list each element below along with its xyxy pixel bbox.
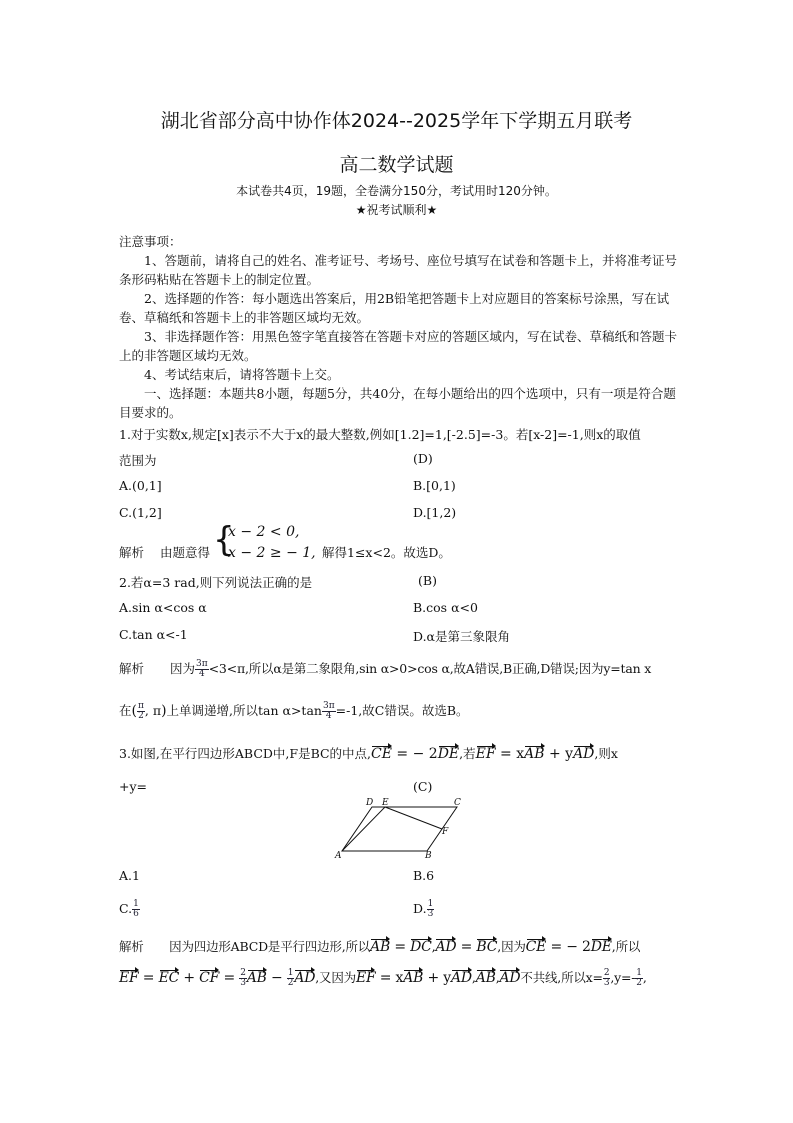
exam-info: 本试卷共4页，19题，全卷满分150分，考试用时120分钟。 xyxy=(236,184,557,198)
label-b: B xyxy=(425,851,432,861)
label-c: C xyxy=(454,798,461,808)
label-d: D xyxy=(366,798,374,808)
fraction-3pi-over-4-b: $\frac{3\pi}{4}$ xyxy=(322,701,335,721)
q3-answer: (C) xyxy=(413,779,433,794)
notice-item-3: 3、非选择题作答：用黑色签字笔直接答在答题卡对应的答题区域内，写在试卷、草稿纸和答题卡上的非答题区域均无效。 xyxy=(119,329,677,363)
vector-ad: AD xyxy=(573,746,595,762)
subject-title: 高二数学试题 xyxy=(339,154,454,176)
q1-option-a: A.(0,1] xyxy=(119,478,162,493)
q2-solution-label: 解析 xyxy=(119,661,145,676)
parallelogram-figure xyxy=(330,796,470,862)
fraction-3pi-over-4: $\frac{3\pi}{4}$ xyxy=(196,659,208,679)
q3-stem-b: ,若 xyxy=(459,746,476,761)
exam-wish: ★祝考试顺利★ xyxy=(355,203,438,217)
q1-system-line1: x − 2 < 0, xyxy=(228,524,300,540)
q1-option-c: C.(1,2] xyxy=(119,505,162,520)
q2-option-d: D.α是第三象限角 xyxy=(413,629,510,644)
q2-solution-text-e: 上单调递增,所以tan α>tan xyxy=(166,703,322,718)
parallelogram-abcd xyxy=(342,807,457,851)
q2-solution-text-f: =-1,故C错误。故选B。 xyxy=(335,703,469,718)
q3-option-c: C. $\frac{1}{6}$ xyxy=(119,899,139,919)
q2-solution-text-b: <3<π,所以α是第二象限角,sin α>0>cos α,故A错误,B正确,D错误;因为y=tan x xyxy=(208,661,652,676)
q2-solution-text-d: , π xyxy=(144,703,162,718)
q2-solution-text-c: 在 xyxy=(119,703,132,718)
fraction-2-3: $\frac{2}{3}$ xyxy=(240,968,246,988)
q3-solution-line2: EF = EC + CF = $\frac{2}{3}$ AB − $\frac{1}{2}$ AD,又因为EF = xAB + yAD,AB,AD不共线,所以x= $\frac{2}{3}$ ,y=- $\frac{1}{2}$ , xyxy=(119,968,647,988)
vector-ef: EF xyxy=(475,746,496,762)
q3-stem-c: ,则x xyxy=(594,746,618,761)
q3-stem-a: 3.如图,在平行四边形ABCD中,F是BC的中点, xyxy=(119,746,372,761)
notice-item-1: 1、答题前，请将自己的姓名、准考证号、考场号、座位号填写在试卷和答题卡上，并将准考证号条形码粘贴在答题卡上的制定位置。 xyxy=(119,253,677,287)
q3-option-a: A.1 xyxy=(119,868,140,883)
q2-stem: 2.若α=3 rad,则下列说法正确的是 xyxy=(119,575,313,590)
q3-solution-label: 解析 xyxy=(119,939,144,954)
vector-de: DE xyxy=(437,746,460,762)
q1-stem-line2: 范围为 xyxy=(119,453,157,468)
notice-heading: 注意事项： xyxy=(119,234,182,249)
q3-option-d: D. $\frac{1}{3}$ xyxy=(413,899,434,919)
vector-ce: CE xyxy=(371,746,392,762)
q1-answer: (D) xyxy=(413,451,433,466)
label-e: E xyxy=(382,798,389,808)
segment-ae xyxy=(342,807,385,851)
section-intro: 一、选择题：本题共8小题，每题5分，共40分，在每小题给出的四个选项中，只有一项是符合题目要求的。 xyxy=(119,386,676,420)
q2-answer: (B) xyxy=(418,573,437,588)
q1-option-b: B.[0,1) xyxy=(413,478,456,493)
fraction-pi-over-2: $\frac{\pi}{2}$ xyxy=(137,701,144,721)
q2-solution-line1 xyxy=(119,659,651,679)
fraction-1-2: $\frac{1}{2}$ xyxy=(287,968,294,988)
notice-item-2: 2、选择题的作答：每小题选出答案后，用2B铅笔把答题卡上对应题目的答案标号涂黑，写在试卷、草稿纸和答题卡上的非答题区域均无效。 xyxy=(119,291,670,325)
q1-solution-post: 解得1≤x<2。故选D。 xyxy=(322,545,451,560)
notice-item-4: 4、考试结束后，请将答题卡上交。 xyxy=(144,367,340,382)
fraction-1-6: $\frac{1}{6}$ xyxy=(133,899,139,919)
q1-solution-label: 解析 xyxy=(119,545,145,560)
q1-solution-pre: 由题意得 xyxy=(160,545,211,560)
q2-option-c: C.tan α<-1 xyxy=(119,627,188,642)
vector-ab: AB xyxy=(524,746,545,762)
fraction-1-3: $\frac{1}{3}$ xyxy=(427,899,434,919)
system-brace: { xyxy=(213,520,235,560)
q2-option-a: A.sin α<cos α xyxy=(119,600,207,615)
label-f: F xyxy=(442,827,449,837)
q2-option-b: B.cos α<0 xyxy=(413,600,478,615)
segment-ef xyxy=(385,807,442,829)
q3-stem-line1: 3.如图,在平行四边形ABCD中,F是BC的中点,CE = − 2DE,若EF = xAB + yAD,则x xyxy=(119,746,618,762)
q3-stem-line2: +y= xyxy=(119,779,148,794)
q2-solution-line2: 在( $\frac{\pi}{2}$ , π)上单调递增,所以tan α>tan $\frac{3\pi}{4}$ =-1,故C错误。故选B。 xyxy=(119,701,469,721)
label-a: A xyxy=(335,851,342,861)
q2-solution-text-a: 因为 xyxy=(169,661,195,676)
q1-option-d: D.[1,2) xyxy=(413,505,457,520)
exam-title: 湖北省部分高中协作体2024--2025学年下学期五月联考 xyxy=(160,110,633,132)
q3-solution-line1: 解析 因为四边形ABCD是平行四边形,所以AB = DC,AD = BC,因为CE = − 2DE,所以 xyxy=(119,939,641,955)
q1-system-line2: x − 2 ≥ − 1, xyxy=(228,545,316,561)
q1-stem-line1: 1.对于实数x,规定[x]表示不大于x的最大整数,例如[1.2]=1,[-2.5]=-3。若[x-2]=-1,则x的取值 xyxy=(119,427,641,442)
q3-option-b: B.6 xyxy=(413,868,435,883)
